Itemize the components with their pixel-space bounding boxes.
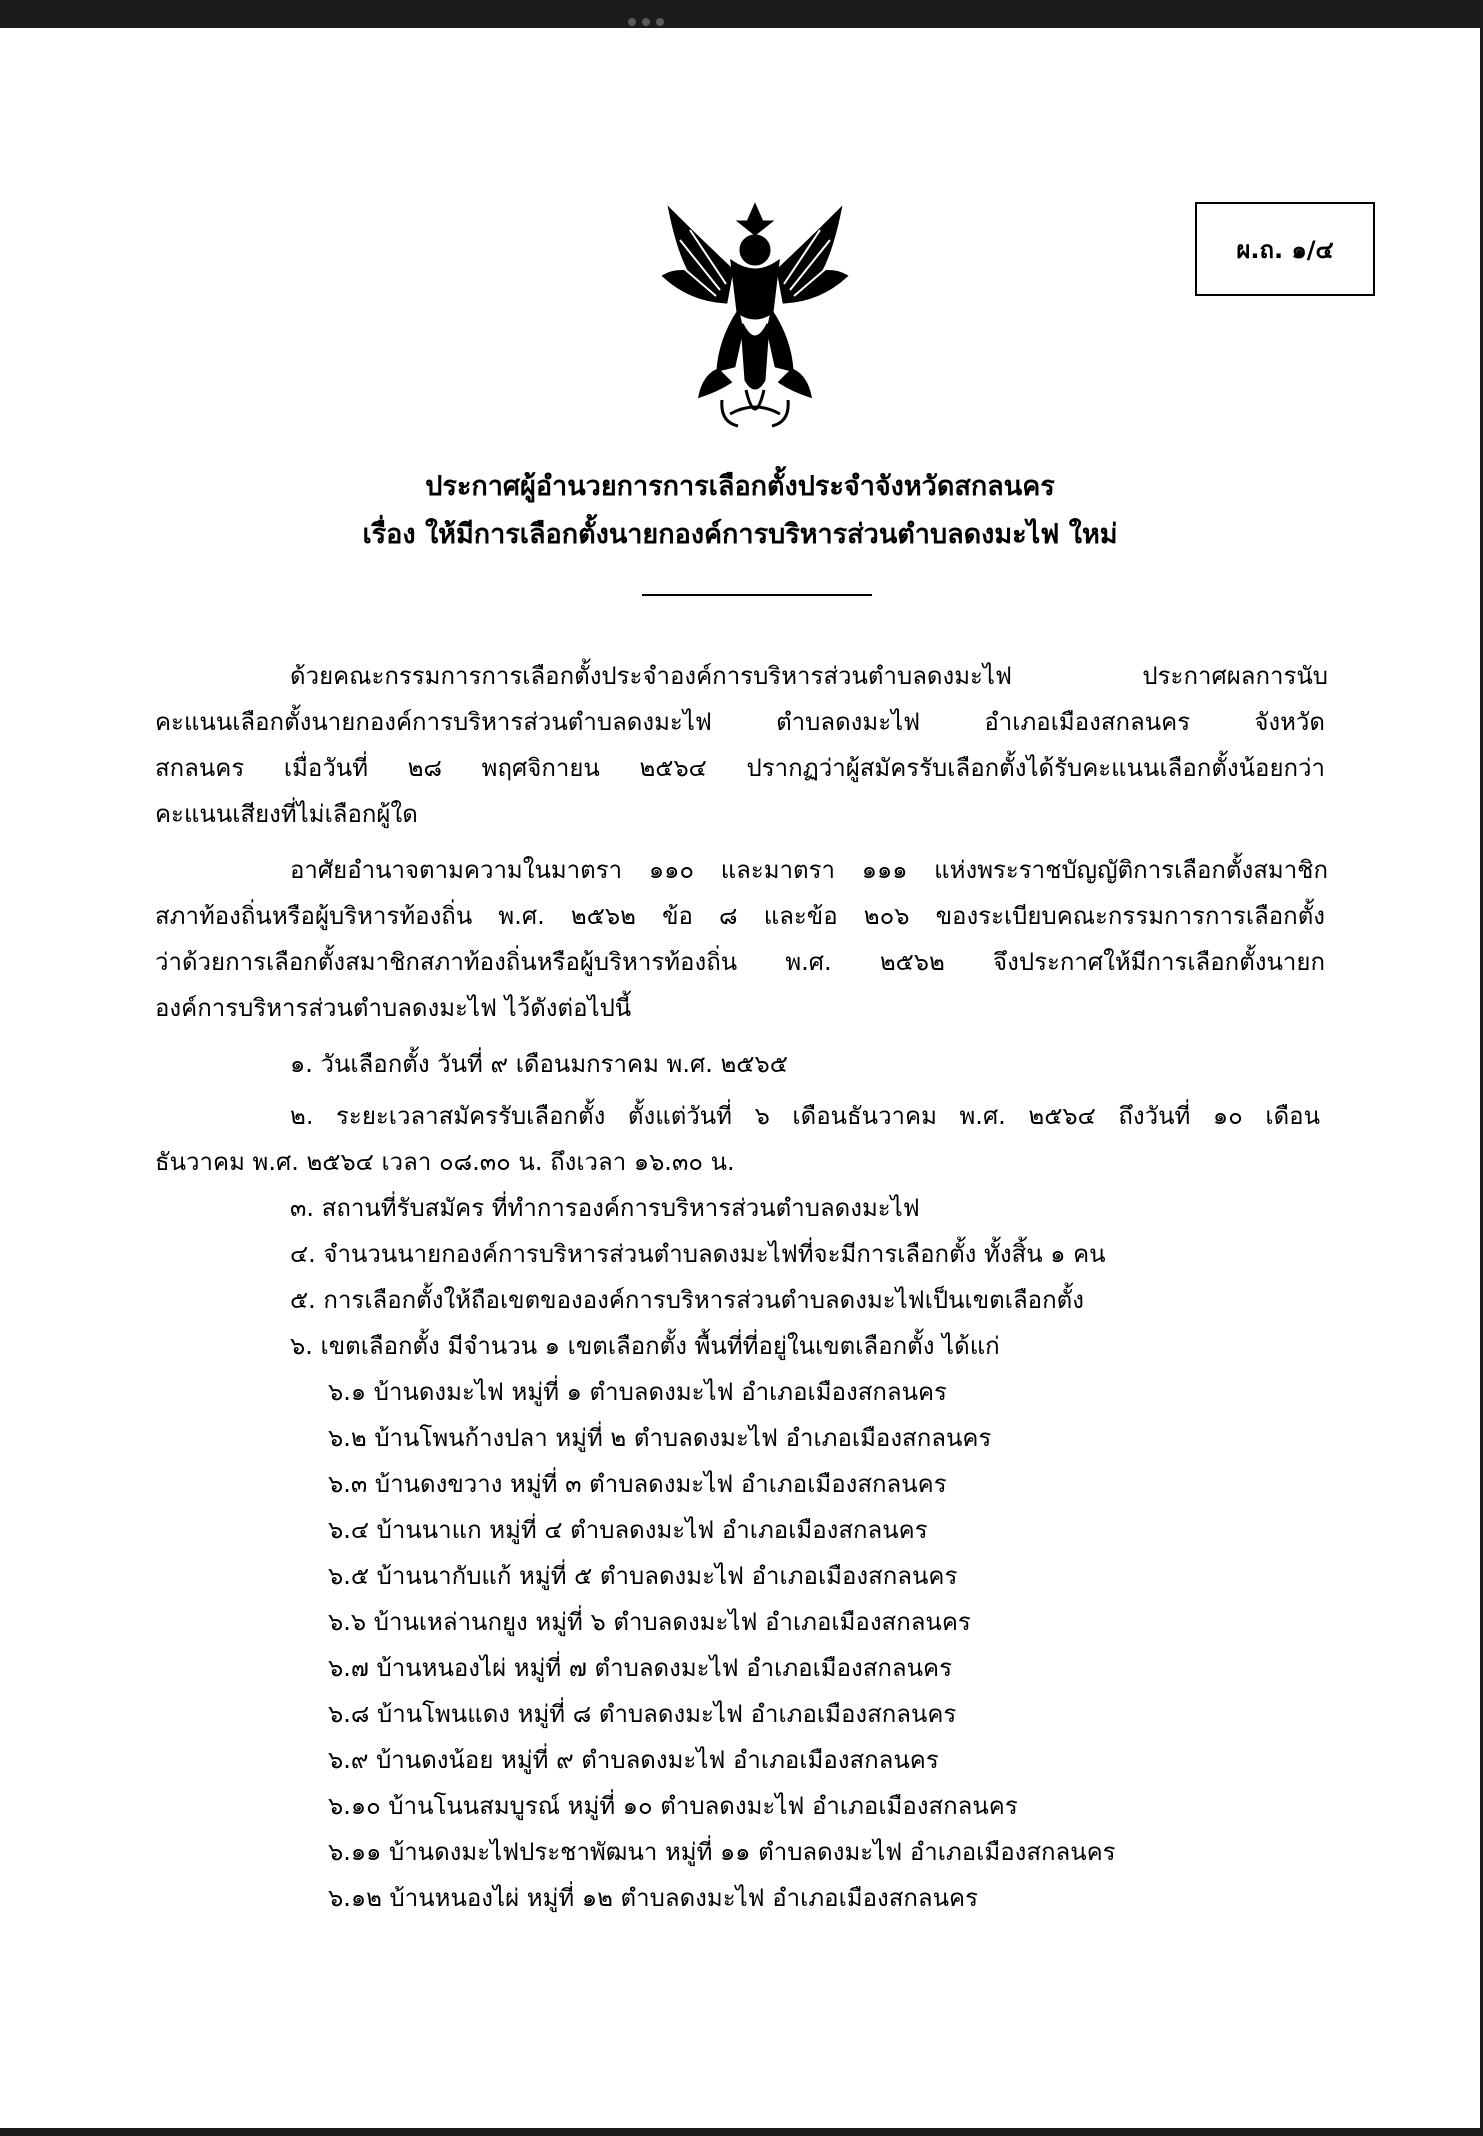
item-6: ๖. เขตเลือกตั้ง มีจำนวน ๑ เขตเลือกตั้ง พื้นที่ที่อยู่ในเขตเลือกตั้ง ได้แก่ (290, 1332, 1000, 1360)
subitem: ๖.๓ บ้านดงขวาง หมู่ที่ ๓ ตำบลดงมะไฟ อำเภอเมืองสกลนคร (328, 1470, 947, 1498)
item-2: ๒. ระยะเวลาสมัครรับเลือกตั้ง ตั้งแต่วันที่ ๖ เดือนธันวาคม พ.ศ. ๒๕๖๔ ถึงวันที่ ๑๐ เดือน (290, 1102, 1320, 1130)
item-2-cont: ธันวาคม พ.ศ. ๒๕๖๔ เวลา ๐๘.๓๐ น. ถึงเวลา ๑๖.๓๐ น. (155, 1148, 735, 1176)
item-4: ๔. จำนวนนายกองค์การบริหารส่วนตำบลดงมะไฟที่จะมีการเลือกตั้ง ทั้งสิ้น ๑ คน (290, 1240, 1106, 1268)
subitem: ๖.๘ บ้านโพนแดง หมู่ที่ ๘ ตำบลดงมะไฟ อำเภอเมืองสกลนคร (328, 1700, 957, 1728)
title-divider (642, 594, 872, 596)
para2-line: สภาท้องถิ่นหรือผู้บริหารท้องถิ่น พ.ศ. ๒๕๖๒ ข้อ ๘ และข้อ ๒๐๖ ของระเบียบคณะกรรมการการเลือกตั้ง (155, 902, 1325, 930)
announcement-subject: เรื่อง ให้มีการเลือกตั้งนายกองค์การบริหารส่วนตำบลดงมะไฟ ใหม่ (362, 519, 1118, 550)
subitem: ๖.๑๑ บ้านดงมะไฟประชาพัฒนา หมู่ที่ ๑๑ ตำบลดงมะไฟ อำเภอเมืองสกลนคร (328, 1838, 1116, 1866)
subitem: ๖.๗ บ้านหนองไผ่ หมู่ที่ ๗ ตำบลดงมะไฟ อำเภอเมืองสกลนคร (328, 1654, 952, 1682)
subitem: ๖.๙ บ้านดงน้อย หมู่ที่ ๙ ตำบลดงมะไฟ อำเภอเมืองสกลนคร (328, 1746, 939, 1774)
para2-line: อาศัยอำนาจตามความในมาตรา ๑๑๐ และมาตรา ๑๑๑ แห่งพระราชบัญญัติการเลือกตั้งสมาชิก (290, 856, 1328, 884)
para1-line: คะแนนเลือกตั้งนายกองค์การบริหารส่วนตำบลดงมะไฟ ตำบลดงมะไฟ อำเภอเมืองสกลนคร จังหวัด (155, 708, 1325, 736)
subitem: ๖.๕ บ้านนากับแก้ หมู่ที่ ๕ ตำบลดงมะไฟ อำเภอเมืองสกลนคร (328, 1562, 958, 1590)
subitem: ๖.๑๐ บ้านโนนสมบูรณ์ หมู่ที่ ๑๐ ตำบลดงมะไฟ อำเภอเมืองสกลนคร (328, 1792, 1018, 1820)
document-page (0, 28, 1480, 2128)
para2-line: องค์การบริหารส่วนตำบลดงมะไฟ ไว้ดังต่อไปนี้ (155, 994, 632, 1022)
para1-line: คะแนนเสียงที่ไม่เลือกผู้ใด (155, 800, 418, 828)
subitem: ๖.๑ บ้านดงมะไฟ หมู่ที่ ๑ ตำบลดงมะไฟ อำเภอเมืองสกลนคร (328, 1378, 947, 1406)
subitem: ๖.๔ บ้านนาแก หมู่ที่ ๔ ตำบลดงมะไฟ อำเภอเมืองสกลนคร (328, 1516, 928, 1544)
item-3: ๓. สถานที่รับสมัคร ที่ทำการองค์การบริหารส่วนตำบลดงมะไฟ (290, 1194, 920, 1222)
subitem: ๖.๖ บ้านเหล่านกยูง หมู่ที่ ๖ ตำบลดงมะไฟ อำเภอเมืองสกลนคร (328, 1608, 971, 1636)
para1-line: สกลนคร เมื่อวันที่ ๒๘ พฤศจิกายน ๒๕๖๔ ปรากฏว่าผู้สมัครรับเลือกตั้งได้รับคะแนนเลือกตั้งน้อยกว่า (155, 754, 1325, 782)
subitem: ๖.๒ บ้านโพนก้างปลา หมู่ที่ ๒ ตำบลดงมะไฟ อำเภอเมืองสกลนคร (328, 1424, 992, 1452)
item-5: ๕. การเลือกตั้งให้ถือเขตขององค์การบริหารส่วนตำบลดงมะไฟเป็นเขตเลือกตั้ง (290, 1286, 1084, 1314)
announcement-title: ประกาศผู้อำนวยการการเลือกตั้งประจำจังหวัดสกลนคร (425, 471, 1055, 502)
subitem: ๖.๑๒ บ้านหนองไผ่ หมู่ที่ ๑๒ ตำบลดงมะไฟ อำเภอเมืองสกลนคร (328, 1884, 978, 1912)
item-1: ๑. วันเลือกตั้ง วันที่ ๙ เดือนมกราคม พ.ศ. ๒๕๖๕ (290, 1050, 788, 1078)
document-code-box: ผ.ถ. ๑/๔ (1195, 202, 1375, 296)
garuda-emblem-icon (660, 200, 850, 432)
para1-line: ด้วยคณะกรรมการการเลือกตั้งประจำองค์การบริหารส่วนตำบลดงมะไฟ ประกาศผลการนับ (290, 662, 1328, 690)
viewer-menu-dots[interactable] (628, 18, 664, 26)
para2-line: ว่าด้วยการเลือกตั้งสมาชิกสภาท้องถิ่นหรือผู้บริหารท้องถิ่น พ.ศ. ๒๕๖๒ จึงประกาศให้มีการเลือกตั้งนายก (155, 948, 1325, 976)
